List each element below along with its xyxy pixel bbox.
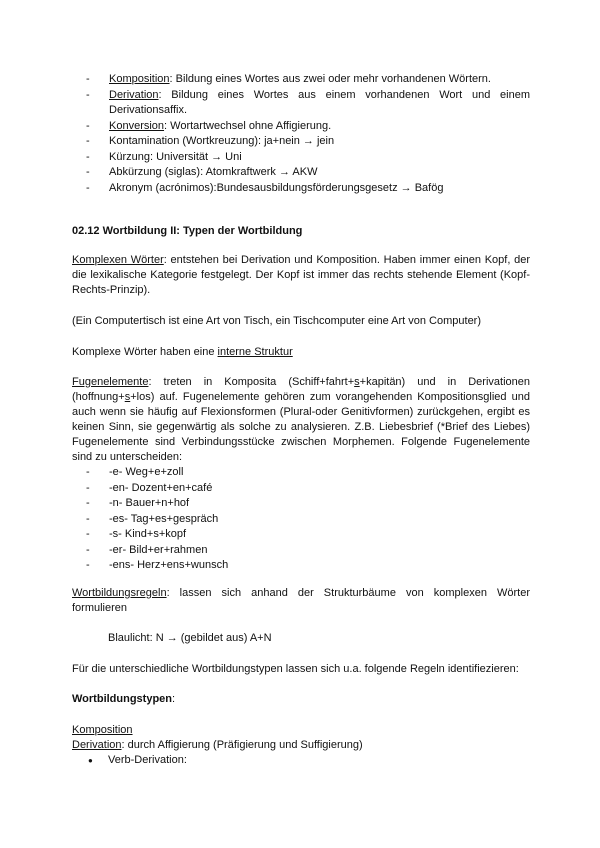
list-item: - Kontamination (Wortkreuzung): ja+nein → jein — [86, 134, 530, 150]
intro-list — [86, 72, 530, 196]
paragraph-regeln-intro: Für die unterschiedliche Wortbildungstypen lassen sich u.a. folgende Regeln identifiezieren: — [72, 663, 519, 675]
list-item: - -ens- Herz+ens+wunsch — [86, 558, 530, 574]
list-item: - Derivation: Bildung eines Wortes aus einem vorhandenen Wort und einem Derivationsaffix. — [86, 88, 530, 119]
wortbildungstypen-heading: Wortbildungstypen: — [72, 693, 176, 705]
paragraph-interne-struktur: Komplexe Wörter haben eine interne Struktur — [72, 346, 293, 358]
fugenelemente-list — [86, 465, 530, 574]
paragraph-wortbildungsregeln: Wortbildungsregeln: lassen sich anhand der Strukturbäume von komplexen Wörter formulieren — [72, 587, 530, 614]
list-item: - -er- Bild+er+rahmen — [86, 543, 530, 559]
term-komposition: Komposition — [109, 73, 170, 85]
term-derivation: Derivation — [109, 88, 159, 101]
list-item: - Akronym (acrónimos):Bundesausbildungsförderungsgesetz → Bafög — [86, 181, 530, 197]
rule-example: Blaulicht: N → (gebildet aus) A+N — [108, 632, 272, 644]
list-item: - -s- Kind+s+kopf — [86, 527, 530, 543]
list-item: - Abkürzung (siglas): Atomkraftwerk → AKW — [86, 165, 530, 181]
verb-derivation-bullet — [86, 753, 530, 768]
komposition-label: Komposition — [72, 724, 133, 736]
paragraph-komplex: Komplexen Wörter: entstehen bei Derivation und Komposition. Haben immer einen Kopf, der die lexikalische Kategorie festgelegt. Der Kopf ist immer das rechts stehende Element (Kopf-Rechts-Prinzip). — [72, 254, 530, 296]
list-item: - Kürzung: Universität → Uni — [86, 150, 530, 166]
list-item: ● Verb-Derivation: — [86, 753, 530, 768]
paragraph-example: (Ein Computertisch ist eine Art von Tisch, ein Tischcomputer eine Art von Computer) — [72, 315, 482, 327]
list-item: - -e- Weg+e+zoll — [86, 465, 530, 481]
list-item: - Konversion: Wortartwechsel ohne Affigierung. — [86, 119, 530, 135]
list-item: - -en- Dozent+en+café — [86, 481, 530, 497]
list-item: - -n- Bauer+n+hof — [86, 496, 530, 512]
section-heading: 02.12 Wortbildung II: Typen der Wortbildung — [72, 225, 303, 237]
list-item: - -es- Tag+es+gespräch — [86, 512, 530, 528]
list-item: - Komposition: Bildung eines Wortes aus zwei oder mehr vorhandenen Wörtern. — [86, 72, 530, 88]
term-konversion: Konversion — [109, 119, 165, 132]
paragraph-fugenelemente: Fugenelemente: treten in Komposita (Schiff+fahrt+s+kapitän) und in Derivationen (hoffnung+s+los) auf. Fugenelemente gehören zum vorangehenden Kompositionsglied und auch wenn sie häufig auf Flexionsformen (Plural-oder Genitivformen) zurückgehen, ergibt es keinen Sinn, sie gegenwärtig als solche zu analysieren. Z.B. Liebesbrief (*Brief des Liebes) Fugenelemente sind Verbindungsstücke zwischen Morphemen. Folgende Fugenelemente sind zu unterscheiden: — [72, 376, 530, 463]
derivation-line: Derivation: durch Affigierung (Präfigierung und Suffigierung) — [72, 739, 363, 751]
